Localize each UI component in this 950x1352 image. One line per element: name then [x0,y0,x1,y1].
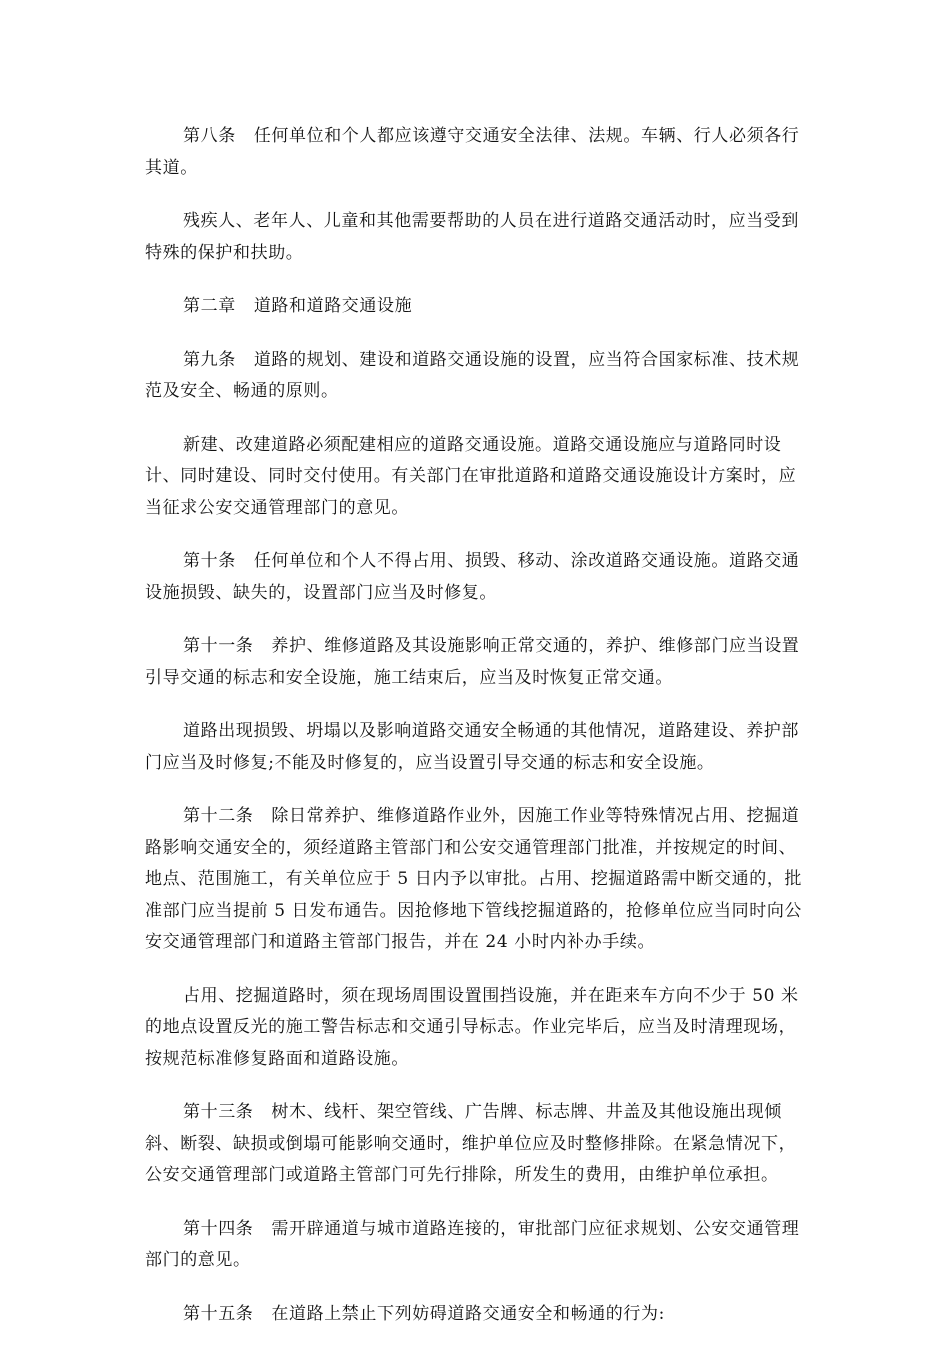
article-9 [145,345,805,408]
article-13 [145,1097,805,1192]
paragraph-text: 残疾人、老年人、儿童和其他需要帮助的人员在进行道路交通活动时，应当受到特殊的保护和扶助。 [145,211,799,263]
article-9-paragraph-2 [145,430,805,525]
article-15 [145,1299,805,1331]
article-12 [145,801,805,959]
article-10 [145,546,805,609]
article-heading: 第十条 [183,551,236,571]
article-text: 在道路上禁止下列妨碍道路交通安全和畅通的行为: [271,1303,665,1324]
article-12-paragraph-2 [145,981,805,1076]
chapter-2-heading [145,291,805,323]
article-text: 任何单位和个人不得占用、损毁、移动、涂改道路交通设施。道路交通设施损毁、缺失的，设置部门应当及时修复。 [145,551,800,603]
paragraph-text: 新建、改建道路必须配建相应的道路交通设施。道路交通设施应与道路同时设计、同时建设、同时交付使用。有关部门在审批道路和道路交通设施设计方案时，应当征求公安交通管理部门的意见。 [145,434,797,518]
article-text: 除日常养护、维修道路作业外，因施工作业等特殊情况占用、挖掘道路影响交通安全的，须经道路主管部门和公安交通管理部门批准，并按规定的时间、地点、范围施工，有关单位应于 5 日内予以审批。占用、挖掘道路需中断交通的，批准部门应当提前 5 日发布通告。因抢修地下管线挖掘道路的，抢修单位应当同时向公安交通管理部门和道路主管部门报告，并在 24 小时内补办手续。 [145,806,803,952]
article-11-paragraph-2 [145,716,805,779]
article-8 [145,121,805,184]
article-heading: 第十一条 [183,636,254,656]
article-heading: 第十五条 [183,1303,254,1324]
article-heading: 第八条 [183,126,236,146]
paragraph-text: 占用、挖掘道路时，须在现场周围设置围挡设施，并在距来车方向不少于 50 米的地点设置反光的施工警告标志和交通引导标志。作业完毕后，应当及时清理现场，按规范标准修复路面和道路设施。 [145,985,799,1069]
article-text: 需开辟通道与城市道路连接的，审批部门应征求规划、公安交通管理部门的意见。 [145,1218,800,1270]
article-11 [145,631,805,694]
article-heading: 第十三条 [183,1102,254,1122]
article-heading: 第十二条 [183,806,254,826]
article-text: 树木、线杆、架空管线、广告牌、标志牌、井盖及其他设施出现倾斜、断裂、缺损或倒塌可能影响交通时，维护单位应及时整修排除。在紧急情况下，公安交通管理部门或道路主管部门可先行排除，所发生的费用，由维护单位承担。 [145,1102,797,1185]
article-14 [145,1214,805,1277]
article-text: 任何单位和个人都应该遵守交通安全法律、法规。车辆、行人必须各行其道。 [145,126,800,178]
paragraph-text: 道路出现损毁、坍塌以及影响道路交通安全畅通的其他情况，道路建设、养护部门应当及时修复;不能及时修复的，应当设置引导交通的标志和安全设施。 [145,721,799,773]
chapter-number: 第二章 [183,296,236,316]
chapter-title: 道路和道路交通设施 [253,296,413,316]
article-text: 养护、维修道路及其设施影响正常交通的，养护、维修部门应当设置引导交通的标志和安全设施，施工结束后，应当及时恢复正常交通。 [145,636,800,688]
article-8-paragraph-2 [145,206,805,269]
article-text: 道路的规划、建设和道路交通设施的设置，应当符合国家标准、技术规范及安全、畅通的原则。 [145,349,800,401]
article-heading: 第九条 [183,349,236,370]
document-body [145,121,805,1352]
article-heading: 第十四条 [183,1218,254,1239]
